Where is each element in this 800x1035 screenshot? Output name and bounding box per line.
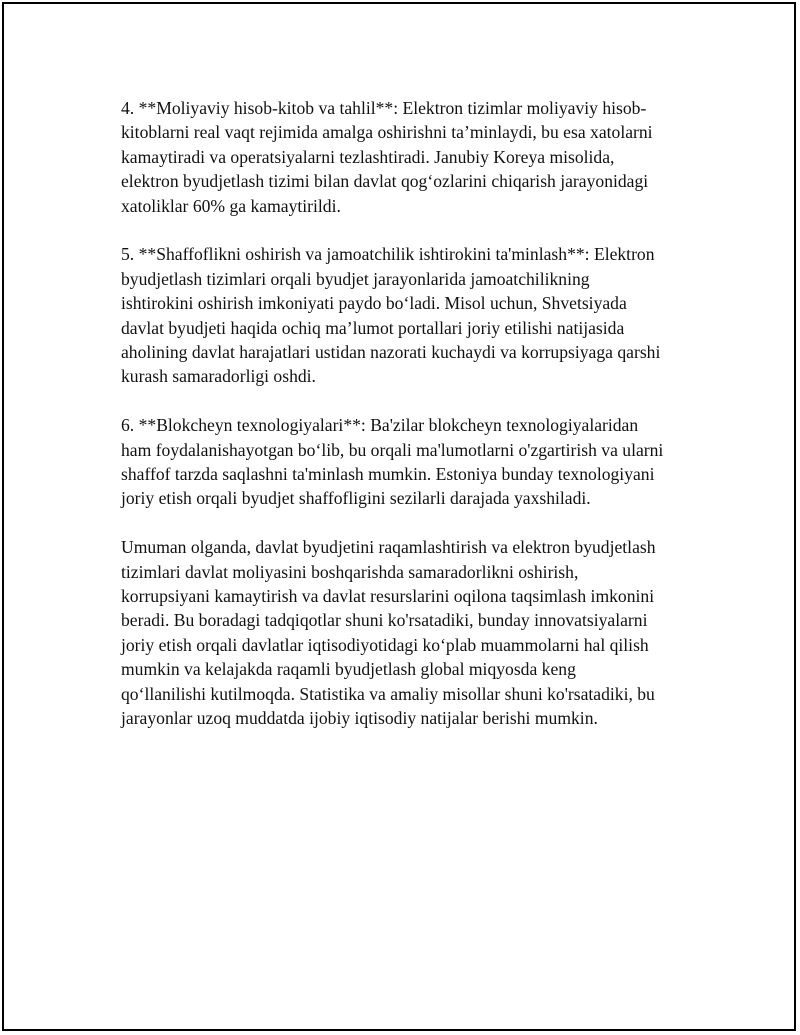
text-line: mumkin va kelajakda raqamli byudjetlash global miqyosda keng: [121, 659, 576, 680]
text-line: Umuman olganda, davlat byudjetini raqamlashtirish va elektron byudjetlash: [121, 537, 656, 558]
text-line: ishtirokini oshirish imkoniyati paydo bo‘ladi. Misol uchun, Shvetsiyada: [121, 293, 627, 314]
document-body: [121, 96, 689, 755]
text-line: kurash samaradorligi oshdi.: [121, 366, 316, 387]
text-line: qo‘llanilishi kutilmoqda. Statistika va amaliy misollar shuni ko'rsatadiki, bu: [121, 683, 655, 704]
paragraph-blockchain: [121, 413, 689, 511]
text-line: korrupsiyani kamaytirish va davlat resurslarini oqilona taqsimlash imkonini: [121, 586, 655, 607]
text-line: shaffof tarzda saqlashni ta'minlash mumkin. Estoniya bunday texnologiyani: [121, 464, 655, 485]
text-line: tizimlari davlat moliyasini boshqarishda samaradorlikni oshirish,: [121, 561, 579, 582]
paragraph-conclusion: [121, 535, 689, 730]
text-line: joriy etish orqali davlatlar iqtisodiyotidagi ko‘plab muammolarni hal qilish: [121, 634, 649, 655]
text-line: aholining davlat harajatlari ustidan nazorati kuchaydi va korrupsiyaga qarshi: [121, 342, 661, 363]
text-line: kitoblarni real vaqt rejimida amalga oshirishni ta’minlaydi, bu esa xatolarni: [121, 122, 653, 143]
text-line: 6. **Blokcheyn texnologiyalari**: Ba'zilar blokcheyn texnologiyalaridan: [121, 415, 639, 436]
text-line: elektron byudjetlash tizimi bilan davlat qog‘ozlarini chiqarish jarayonidagi: [121, 171, 649, 192]
text-line: 4. **Moliyaviy hisob-kitob va tahlil**: Elektron tizimlar moliyaviy hisob-: [121, 98, 647, 118]
text-line: joriy etish orqali byudjet shaffofligini sezilarli darajada yaxshiladi.: [121, 488, 591, 509]
text-line: 5. **Shaffoflikni oshirish va jamoatchilik ishtirokini ta'minlash**: Elektron: [121, 244, 655, 265]
paragraph-transparency: [121, 242, 689, 388]
document-page: [2, 2, 796, 1031]
text-line: byudjetlash tizimlari orqali byudjet jarayonlarida jamoatchilikning: [121, 268, 590, 289]
paragraph-financial-accounting: [121, 96, 689, 218]
text-line: beradi. Bu boradagi tadqiqotlar shuni ko'rsatadiki, bunday innovatsiyalarni: [121, 610, 648, 631]
text-line: davlat byudjeti haqida ochiq ma’lumot portallari joriy etilishi natijasida: [121, 317, 625, 338]
text-line: kamaytiradi va operatsiyalarni tezlashtiradi. Janubiy Koreya misolida,: [121, 146, 615, 167]
text-line: jarayonlar uzoq muddatda ijobiy iqtisodiy natijalar berishi mumkin.: [121, 708, 598, 729]
text-line: ham foydalanishayotgan bo‘lib, bu orqali ma'lumotlarni o'zgartirish va ularni: [121, 439, 664, 460]
text-line: xatoliklar 60% ga kamaytirildi.: [121, 195, 341, 216]
